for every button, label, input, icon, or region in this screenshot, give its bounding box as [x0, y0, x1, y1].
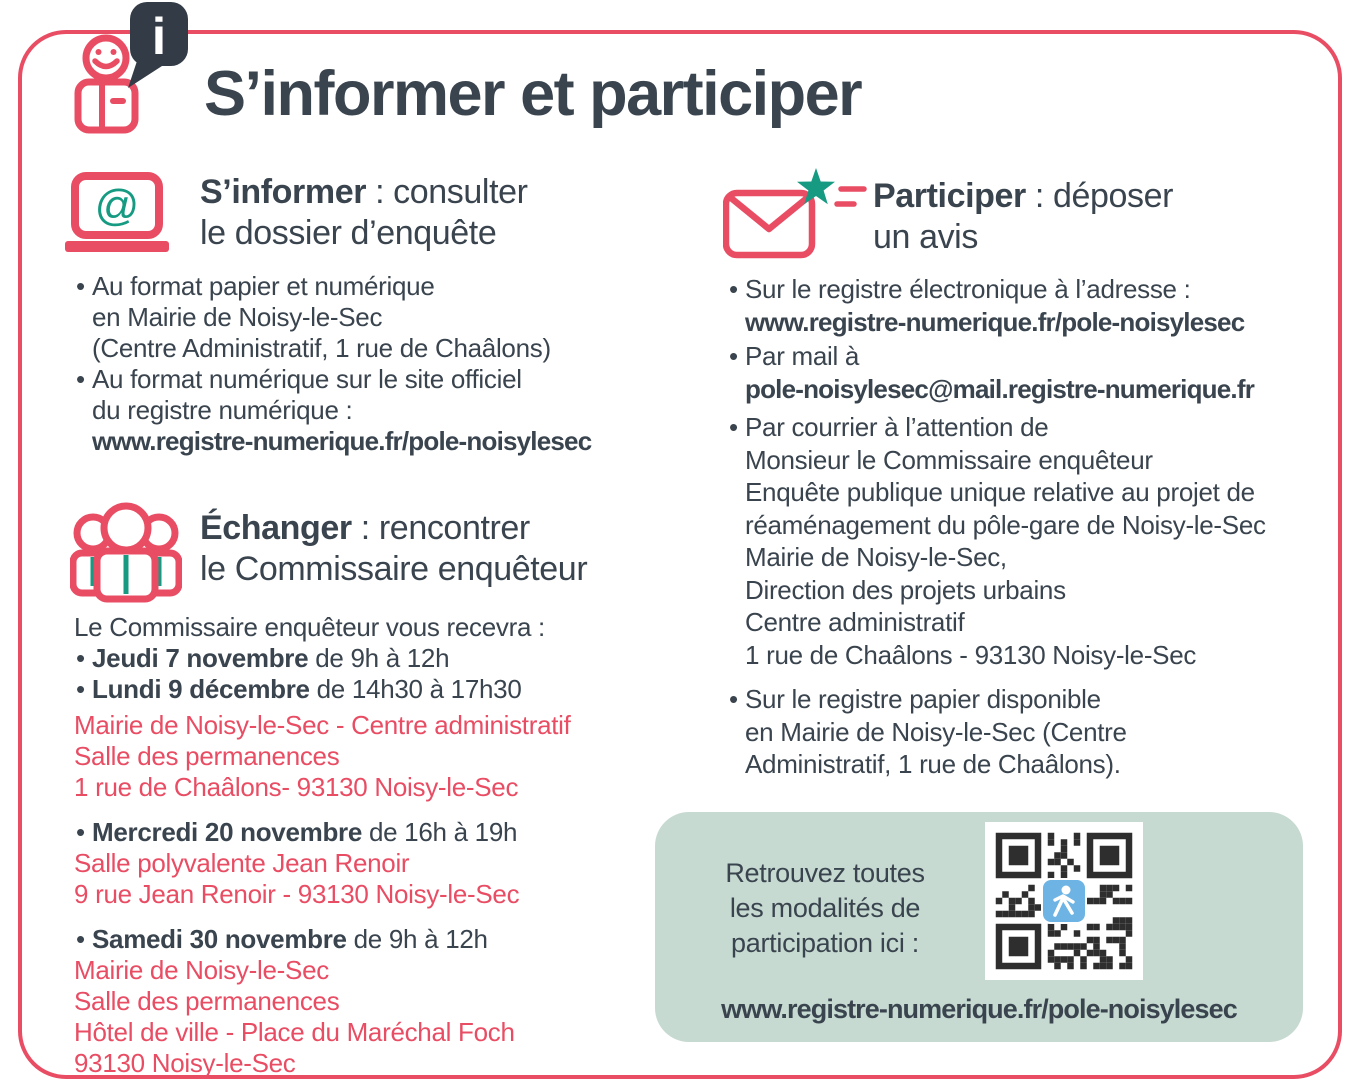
participer-heading-rest: : déposer [1025, 177, 1174, 215]
informer-bullet1-line3: (Centre Administratif, 1 rue de Chaâlons) [92, 333, 551, 363]
person-info-icon [66, 0, 198, 138]
participer-heading [873, 176, 1173, 258]
meeting-3: • Mercredi 20 novembre de 16h à 19h [74, 817, 684, 848]
participer-heading-bold: Participer [873, 177, 1026, 215]
echanger-heading-rest: : rencontrer [351, 509, 530, 547]
echanger-heading-line2: le Commissaire enquêteur [200, 550, 588, 588]
informer-registry-url: www.registre-numerique.fr/pole-noisylesec [92, 426, 592, 456]
echanger-schedule [74, 612, 684, 1079]
envelope-star-icon [723, 166, 867, 260]
echanger-heading-bold: Échanger [200, 509, 352, 547]
page-title: S’informer et participer [204, 59, 862, 129]
people-group-icon [70, 502, 182, 604]
participer-heading-line2: un avis [873, 218, 978, 256]
participer-bullets [727, 273, 1327, 781]
qr-code-icon [985, 822, 1143, 980]
informer-bullet2-line2: du registre numérique : [92, 395, 353, 425]
qr-info-box [655, 812, 1303, 1042]
location-2: Salle polyvalente Jean Renoir 9 rue Jean Renoir - 93130 Noisy-le-Sec [74, 848, 520, 909]
informer-heading [200, 172, 528, 254]
meeting-4: • Samedi 30 novembre de 9h à 12h [74, 924, 684, 955]
location-1: Mairie de Noisy-le-Sec - Centre administratif Salle des permanences 1 rue de Chaâlons- 93130 Noisy-le-Sec [74, 710, 571, 802]
meeting-2: • Lundi 9 décembre de 14h30 à 17h30 [74, 674, 684, 705]
echanger-heading [200, 508, 587, 590]
participer-bullet1: • Sur le registre électronique à l’adresse : [727, 273, 1327, 306]
svg-text:i: i [151, 8, 167, 66]
informer-heading-line2: le dossier d’enquête [200, 214, 497, 252]
meeting-1: • Jeudi 7 novembre de 9h à 12h [74, 643, 684, 674]
informer-heading-bold: S’informer [200, 173, 367, 211]
informer-bullet1-line2: en Mairie de Noisy-le-Sec [92, 302, 383, 332]
informer-bullet2-line1: • Au format numérique sur le site officiel [74, 364, 684, 395]
qr-caption: Retrouvez toutes les modalités de participation ici : [725, 858, 925, 958]
echanger-intro: Le Commissaire enquêteur vous recevra : [74, 612, 545, 642]
participer-bullet2: • Par mail à [727, 340, 1327, 373]
informer-heading-rest: : consulter [366, 173, 528, 211]
participer-bullet3: • Par courrier à l’attention de Monsieur le Commissaire enquêteur Enquête publique unique relative au projet de réaménagement du pôle-gare de Noisy-le-Sec Mairie de Noisy-le-Sec, Direction des projets urbains Centre administratif 1 rue de Chaâlons - 93130 Noisy-le-Sec [727, 411, 1327, 671]
participer-email: pole-noisylesec@mail.registre-numerique.fr [745, 373, 1255, 404]
laptop-at-icon [64, 172, 170, 254]
participer-registry-url: www.registre-numerique.fr/pole-noisylesec [745, 306, 1245, 337]
informer-bullets [74, 271, 684, 457]
informer-bullet1-line1: • Au format papier et numérique [74, 271, 684, 302]
participer-bullet4: • Sur le registre papier disponible en Mairie de Noisy-le-Sec (Centre Administratif, 1 rue de Chaâlons). [727, 683, 1327, 781]
svg-text:@: @ [94, 181, 140, 230]
location-3: Mairie de Noisy-le-Sec Salle des permanences Hôtel de ville - Place du Maréchal Foch 93130 Noisy-le-Sec [74, 955, 515, 1078]
qr-box-url: www.registre-numerique.fr/pole-noisylesec [721, 994, 1237, 1024]
